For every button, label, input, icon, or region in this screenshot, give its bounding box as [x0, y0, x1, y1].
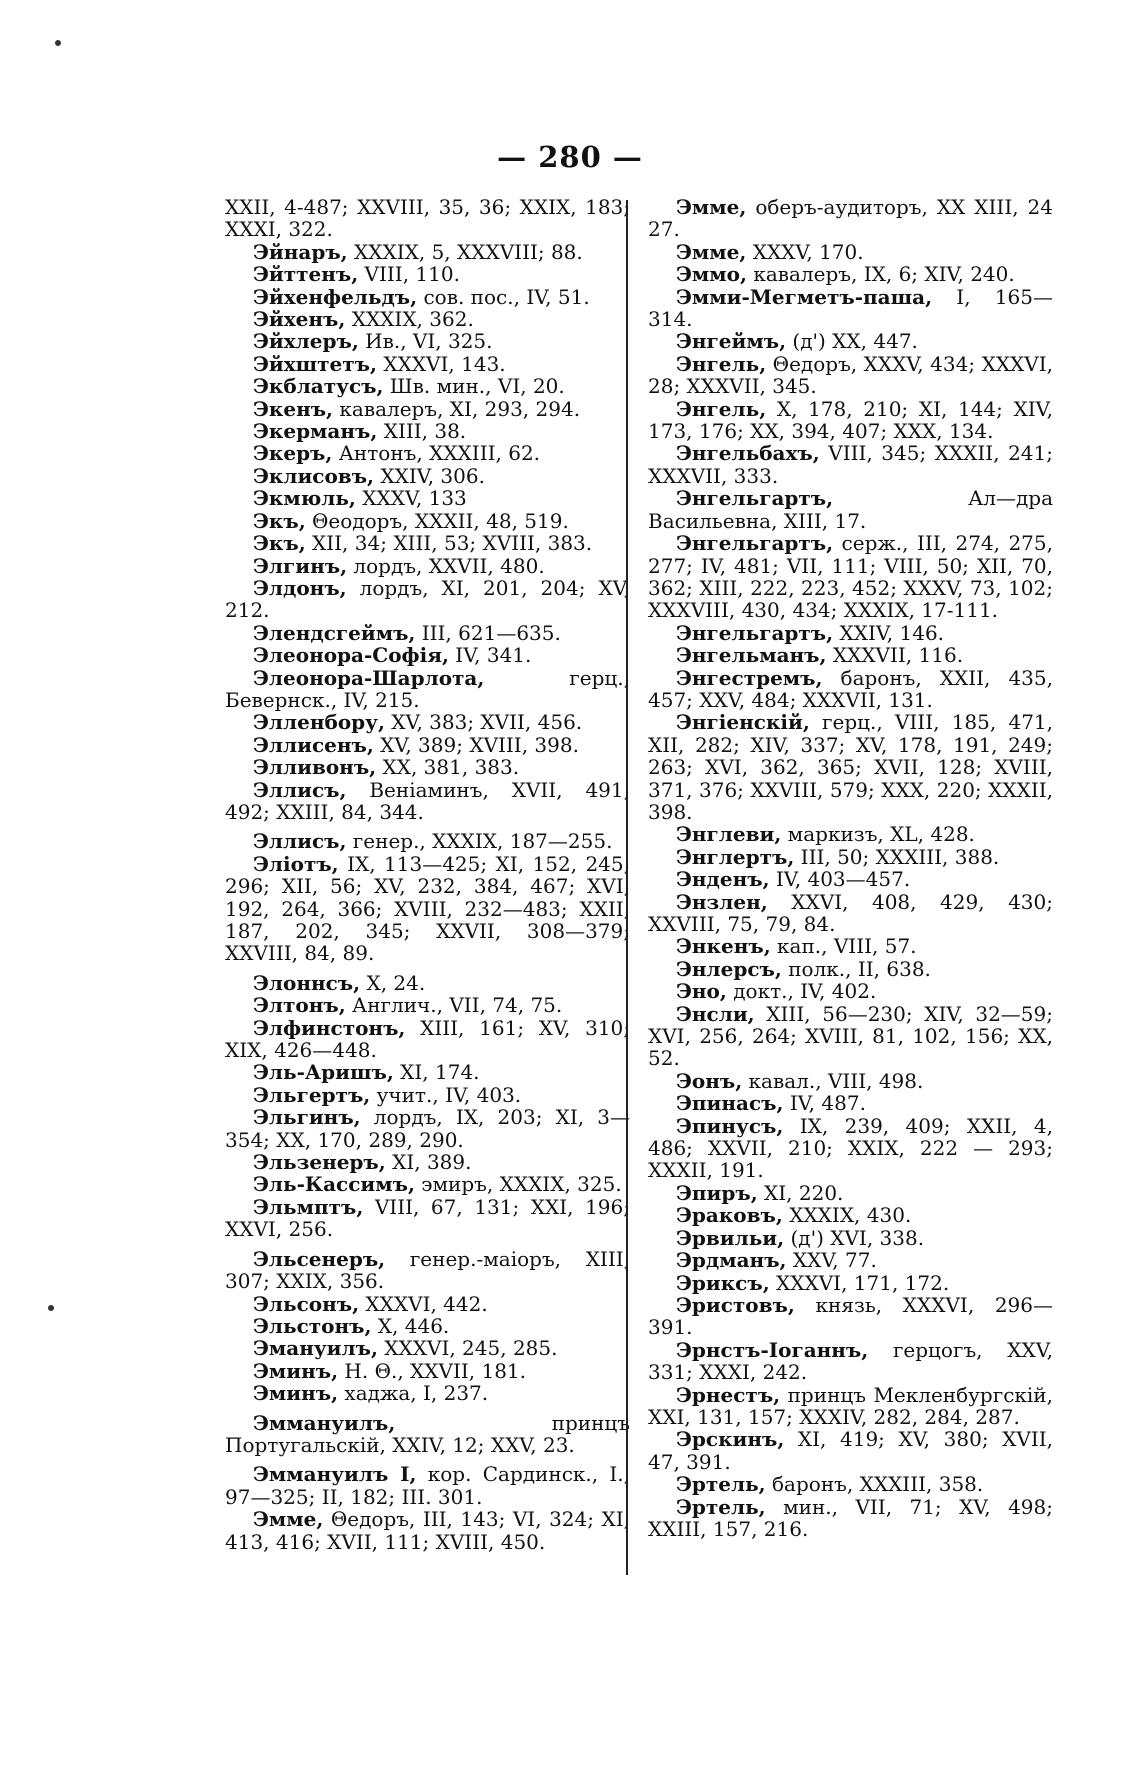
index-entry: [648, 1115, 1053, 1182]
entry-headword: Элтонъ,: [253, 993, 346, 1018]
index-entry: [225, 1315, 630, 1337]
entry-headword: Элфинстонъ,: [253, 1015, 406, 1040]
index-entry: [225, 853, 630, 965]
entry-headword: Энглеви,: [676, 822, 782, 847]
index-entry: [225, 1382, 630, 1404]
entry-headword: Эйнаръ,: [253, 239, 348, 264]
entry-references: (д') XVI, 338.: [784, 1225, 925, 1250]
entry-references: генер., XXXIX, 187—255.: [346, 829, 613, 854]
entry-headword: Экъ,: [253, 508, 306, 533]
entry-references: лордъ, IX, 203; XI, 3—354; XX, 170, 289, 290.: [225, 1105, 630, 1152]
entry-references: VIII, 345; XXXII, 241; XXXVII, 333.: [648, 441, 1053, 488]
entry-references: принцъ Мекленбургскій, XXI, 131, 157; XXXIV, 282, 284, 287.: [648, 1382, 1053, 1429]
index-entry: [225, 1412, 630, 1457]
index-entry: [648, 1272, 1053, 1294]
index-entry: [225, 330, 630, 352]
entry-headword: Эльсенеръ,: [253, 1246, 386, 1271]
entry-references: Θедоръ, XXXV, 434; XXXVI, 28; XXXVII, 345.: [648, 351, 1053, 399]
entry-headword: Эминъ,: [253, 1358, 339, 1383]
index-entry: [225, 555, 630, 577]
entry-headword: Эльзенеръ,: [253, 1150, 386, 1175]
entry-references: кор. Сардинск., I., 97—325; II, 182; III. 301.: [225, 1462, 630, 1509]
entry-headword: Эльстонъ,: [253, 1313, 372, 1338]
index-entry: [648, 1070, 1053, 1092]
entry-references: баронъ, XXXIII, 358.: [765, 1472, 984, 1497]
entry-headword: Эрнстъ-Іоганнъ,: [676, 1337, 869, 1362]
index-entry: [225, 442, 630, 464]
entry-references: III, 621—635.: [415, 620, 561, 645]
entry-headword: Эллисенъ,: [253, 732, 374, 757]
index-entry: [225, 420, 630, 442]
entry-references: X, 24.: [360, 970, 426, 995]
entry-headword: Эйттенъ,: [253, 262, 359, 287]
index-entry: [648, 1339, 1053, 1384]
entry-headword: Элдонъ,: [253, 575, 347, 600]
entry-headword: Энглертъ,: [676, 844, 795, 869]
index-entry: [648, 1496, 1053, 1541]
entry-headword: Эрскинъ,: [676, 1427, 785, 1452]
entry-references: герц., Бевернск., IV, 215.: [225, 665, 630, 712]
entry-references: маркизъ, XL, 428.: [781, 822, 975, 847]
entry-references: Θеодоръ, XXXII, 48, 519.: [305, 508, 569, 533]
index-entry: [225, 398, 630, 420]
index-entry: [225, 1248, 630, 1293]
entry-headword: Эммануилъ I,: [253, 1462, 417, 1487]
entry-headword: Энгельгартъ,: [676, 531, 834, 556]
entry-headword: Энгеймъ,: [676, 329, 787, 354]
entry-references: XX, 381, 383.: [376, 755, 520, 780]
index-entry: [648, 330, 1053, 352]
entry-references: полк., II, 638.: [781, 956, 931, 981]
entry-headword: Энденъ,: [676, 867, 770, 892]
entry-headword: Эль-Аришъ,: [253, 1060, 394, 1085]
entry-headword: Эртель,: [676, 1472, 766, 1497]
index-entry: [225, 577, 630, 622]
entry-headword: Эонъ,: [676, 1068, 743, 1093]
index-entry: [225, 622, 630, 644]
index-entry: [648, 1428, 1053, 1473]
index-entry: [648, 1182, 1053, 1204]
entry-headword: Энгельбахъ,: [676, 441, 820, 466]
entry-headword: Энгіенскій,: [676, 710, 810, 735]
entry-headword: Энкенъ,: [676, 934, 771, 959]
entry-references: I, 165—314.: [648, 284, 1053, 332]
index-entry: [648, 1473, 1053, 1495]
index-entry: [648, 398, 1053, 443]
index-entry: [648, 1249, 1053, 1271]
entry-headword: Эльсонъ,: [253, 1291, 360, 1316]
index-entry: [225, 734, 630, 756]
entry-references: XXXVI, 143.: [376, 351, 506, 376]
entry-headword: Эно,: [676, 979, 727, 1004]
entry-headword: Элоннсъ,: [253, 970, 361, 995]
index-entry: [648, 980, 1053, 1002]
entry-references: XXXIX, 430.: [782, 1203, 912, 1228]
margin-speck: [55, 40, 61, 46]
index-entry: [648, 958, 1053, 980]
entry-references: учит., IV, 403.: [370, 1082, 522, 1107]
entry-references: (д') XX, 447.: [786, 329, 918, 354]
entry-references: Θедоръ, III, 143; VI, 324; XI, 413, 416; XVII, 111; XVIII, 450.: [225, 1507, 630, 1554]
entry-headword: Эммо,: [676, 262, 747, 287]
entry-headword: Эль-Кассимъ,: [253, 1172, 415, 1197]
entry-headword: Элленбору,: [253, 710, 385, 735]
entry-headword: Эмми-Мегметъ-паша,: [676, 284, 933, 309]
entry-headword: Экеръ,: [253, 441, 333, 466]
entry-headword: Эйхенъ,: [253, 307, 346, 332]
index-entry: [648, 263, 1053, 285]
entry-headword: Эриксъ,: [676, 1270, 770, 1295]
entry-references: серж., III, 274, 275, 277; IV, 481; VII, 111; VIII, 50; XII, 70, 362; XIII, 222, 223, 452; XXXV, 73, 102; XXXVIII, 430, 434; XXXIX, 17-111.: [648, 531, 1053, 623]
entry-references: XIII, 161; XV, 310; XIX, 426—448.: [225, 1015, 630, 1063]
index-entry: [648, 442, 1053, 487]
index-entry: [225, 994, 630, 1016]
entry-references: принцъ Португальскій, XXIV, 12; XXV, 23.: [225, 1410, 630, 1457]
index-entry: [225, 465, 630, 487]
index-entry: [225, 830, 630, 852]
index-entry: [648, 667, 1053, 712]
entry-references: XV, 389; XVIII, 398.: [373, 732, 579, 757]
index-entry: [648, 711, 1053, 823]
entry-headword: Элеонора-Шарлота,: [253, 665, 485, 690]
entry-headword: Энсли,: [676, 1001, 755, 1026]
entry-headword: Эраковъ,: [676, 1203, 783, 1228]
entry-references: VIII, 110.: [358, 262, 460, 287]
entry-references: XIII, 56—230; XIV, 32—59; XVI, 256, 264; XVIII, 81, 102, 156; XX, 52.: [648, 1001, 1053, 1071]
entry-references: хаджа, I, 237.: [338, 1381, 489, 1406]
index-entry: [225, 779, 630, 824]
entry-references: князь, XXXVI, 296—391.: [648, 1292, 1053, 1340]
entry-references: баронъ, XXII, 435, 457; XXV, 484; XXXVII, 131.: [648, 665, 1053, 712]
entry-references: Англич., VII, 74, 75.: [345, 993, 563, 1018]
entry-headword: Эммануилъ,: [253, 1410, 396, 1435]
entry-references: XXXVII, 116.: [826, 643, 964, 668]
entry-references: XXXV, 170.: [746, 239, 864, 264]
index-entry: [225, 1017, 630, 1062]
entry-references: оберъ-аудиторъ, XX XIII, 24 27.: [648, 195, 1053, 242]
entry-headword: Экерманъ,: [253, 419, 378, 444]
entry-headword: Эйхлеръ,: [253, 329, 359, 354]
index-entry: [225, 487, 630, 509]
entry-headword: Эллисъ,: [253, 829, 347, 854]
entry-references: герц., VIII, 185, 471, XII, 282; XIV, 337; XV, 178, 191, 249; 263; XVI, 362, 365; XVII, 128; XVIII, 371, 376; XXVIII, 579; XXX, 220; XXXII, 398.: [648, 710, 1053, 824]
index-entry: [225, 241, 630, 263]
index-entry: [648, 846, 1053, 868]
entry-headword: Экенъ,: [253, 396, 334, 421]
entry-references: Шв. мин., VI, 20.: [383, 374, 565, 399]
entry-references: XI, 220.: [757, 1180, 844, 1205]
index-entry: [225, 1084, 630, 1106]
index-entry: [225, 1508, 630, 1553]
entry-headword: Эмме,: [676, 239, 747, 264]
entry-headword: Эмануилъ,: [253, 1336, 378, 1361]
index-entry: [225, 353, 630, 375]
entry-references: XXV, 77.: [786, 1248, 877, 1273]
entry-headword: Эльгинъ,: [253, 1105, 361, 1130]
page-number: — 280 —: [497, 140, 643, 174]
entry-references: IX, 239, 409; XXII, 4, 486; XXVII, 210; XXIX, 222 — 293; XXXII, 191.: [648, 1113, 1053, 1183]
index-entry: [225, 196, 630, 241]
entry-headword: Эллисъ,: [253, 777, 347, 802]
index-entry: [648, 1384, 1053, 1429]
entry-headword: Эрвильи,: [676, 1225, 785, 1250]
index-entry: [225, 375, 630, 397]
index-entry: [648, 196, 1053, 241]
entry-references: герцогъ, XXV, 331; XXXI, 242.: [648, 1337, 1053, 1385]
entry-references: IV, 403—457.: [769, 867, 911, 892]
index-entry: [648, 532, 1053, 622]
index-entry: [225, 532, 630, 554]
entry-headword: Элеонора-Софія,: [253, 643, 449, 668]
entry-references: XXXIX, 362.: [345, 307, 474, 332]
index-entry: [225, 510, 630, 532]
entry-references: кап., VIII, 57.: [770, 934, 917, 959]
index-entry: [648, 644, 1053, 666]
entry-references: XXVI, 408, 429, 430; XXVIII, 75, 79, 84.: [648, 889, 1053, 936]
entry-references: XII, 34; XIII, 53; XVIII, 383.: [305, 531, 593, 556]
entry-headword: Эристовъ,: [676, 1292, 795, 1317]
entry-references: XXXVI, 245, 285.: [377, 1336, 558, 1361]
entry-references: XXII, 4-487; XXVIII, 35, 36; XXIX, 183; XXXI, 322.: [225, 195, 630, 242]
index-entry: [225, 711, 630, 733]
entry-references: докт., IV, 402.: [726, 979, 877, 1004]
entry-headword: Эмме,: [253, 1507, 324, 1532]
index-column-left: [225, 196, 630, 1553]
entry-references: XXXVI, 442.: [359, 1291, 488, 1316]
entry-headword: Эминъ,: [253, 1381, 339, 1406]
entry-headword: Эпинусъ,: [676, 1113, 784, 1138]
index-entry: [225, 667, 630, 712]
entry-references: XXIV, 306.: [374, 463, 485, 488]
entry-references: XI, 389.: [385, 1150, 472, 1175]
index-entry: [648, 1294, 1053, 1339]
index-entry: [648, 935, 1053, 957]
index-entry: [648, 286, 1053, 331]
entry-headword: Эльмптъ,: [253, 1194, 364, 1219]
entry-references: XV, 383; XVII, 456.: [384, 710, 583, 735]
entry-references: Антонъ, XXXIII, 62.: [332, 441, 541, 466]
index-entry: [648, 622, 1053, 644]
index-entry: [225, 1106, 630, 1151]
entry-references: XI, 419; XV, 380; XVII, 47, 391.: [648, 1427, 1053, 1474]
entry-headword: Энгестремъ,: [676, 665, 823, 690]
index-entry: [648, 1227, 1053, 1249]
index-entry: [648, 1092, 1053, 1114]
entry-references: лордъ, XI, 201, 204; XV, 212.: [225, 575, 630, 623]
index-entry: [225, 286, 630, 308]
entry-references: Ал—дра Васильевна, XIII, 17.: [648, 486, 1053, 533]
column-divider: [626, 200, 628, 1575]
index-entry: [225, 1337, 630, 1359]
entry-headword: Элендсгеймъ,: [253, 620, 416, 645]
index-entry: [225, 1061, 630, 1083]
entry-references: сов. пос., IV, 51.: [417, 284, 590, 309]
entry-headword: Эпиръ,: [676, 1180, 758, 1205]
entry-references: Ив., VI, 325.: [358, 329, 493, 354]
entry-headword: Экъ,: [253, 531, 306, 556]
entry-headword: Энгель,: [676, 351, 767, 376]
entry-headword: Энгельгартъ,: [676, 620, 834, 645]
entry-references: IV, 341.: [448, 643, 532, 668]
entry-references: XXXV, 133: [355, 486, 467, 511]
entry-headword: Элливонъ,: [253, 755, 377, 780]
entry-headword: Эрнестъ,: [676, 1382, 781, 1407]
entry-headword: Эйхенфельдъ,: [253, 284, 418, 309]
entry-references: Н. Θ., XXVII, 181.: [338, 1358, 527, 1383]
entry-references: X, 446.: [371, 1313, 450, 1338]
entry-headword: Экмюль,: [253, 486, 356, 511]
entry-headword: Эртель,: [676, 1494, 766, 1519]
index-entry: [648, 1003, 1053, 1070]
entry-headword: Энгель,: [676, 396, 767, 421]
entry-headword: Эйхштетъ,: [253, 351, 377, 376]
index-entry: [225, 308, 630, 330]
entry-references: X, 178, 210; XI, 144; XIV, 173, 176; XX, 394, 407; XXX, 134.: [648, 396, 1053, 444]
index-entry: [225, 1293, 630, 1315]
entry-references: XXIV, 146.: [833, 620, 945, 645]
index-column-right: [648, 196, 1053, 1540]
entry-headword: Эмме,: [676, 195, 747, 219]
index-entry: [648, 891, 1053, 936]
index-entry: [648, 868, 1053, 890]
index-entry: [648, 1204, 1053, 1226]
entry-references: кавалеръ, IX, 6; XIV, 240.: [746, 262, 1015, 287]
index-entry: [225, 644, 630, 666]
index-entry: [648, 823, 1053, 845]
entry-headword: Эльгертъ,: [253, 1082, 371, 1107]
index-entry: [225, 1151, 630, 1173]
entry-references: XIII, 38.: [377, 419, 467, 444]
index-entry: [225, 263, 630, 285]
entry-references: XXXVI, 171, 172.: [769, 1270, 950, 1295]
entry-headword: Энгельгартъ,: [676, 486, 834, 511]
entry-headword: Энлерсъ,: [676, 956, 782, 981]
entry-references: XXXIX, 5, XXXVIII; 88.: [347, 239, 583, 264]
index-entry: [225, 756, 630, 778]
entry-references: кавалеръ, XI, 293, 294.: [333, 396, 581, 421]
entry-references: IX, 113—425; XI, 152, 245, 296; XII, 56; XV, 232, 384, 467; XVI, 192, 264, 366; XVIII, 232—483; XXII, 187, 202, 345; XXVII, 308—379; XXVIII, 84, 89.: [225, 851, 630, 966]
entry-headword: Энгельманъ,: [676, 643, 827, 668]
entry-headword: Эпинасъ,: [676, 1091, 784, 1116]
entry-headword: Эліотъ,: [253, 851, 339, 876]
entry-references: генер.-маіоръ, XIII, 307; XXIX, 356.: [225, 1246, 630, 1294]
index-entry: [225, 1463, 630, 1508]
index-entry: [648, 353, 1053, 398]
index-entry: [225, 972, 630, 994]
entry-references: кавал., VIII, 498.: [742, 1068, 924, 1093]
entry-headword: Экблатусъ,: [253, 374, 384, 399]
entry-references: лордъ, XXVII, 480.: [347, 553, 545, 578]
index-entry: [225, 1360, 630, 1382]
index-entry: [225, 1173, 630, 1195]
entry-headword: Энзлен,: [676, 889, 768, 914]
entry-headword: Эрдманъ,: [676, 1248, 787, 1273]
entry-references: эмиръ, XXXIX, 325.: [414, 1172, 622, 1197]
index-entry: [648, 487, 1053, 532]
index-entry: [225, 1196, 630, 1241]
entry-headword: Эклисовъ,: [253, 463, 375, 488]
entry-references: мин., VII, 71; XV, 498; XXIII, 157, 216.: [648, 1494, 1053, 1541]
entry-references: XI, 174.: [393, 1060, 480, 1085]
margin-speck: [48, 1305, 54, 1311]
entry-references: III, 50; XXXIII, 388.: [794, 844, 1000, 869]
entry-references: IV, 487.: [783, 1091, 866, 1116]
index-entry: [648, 241, 1053, 263]
entry-headword: Элгинъ,: [253, 553, 348, 578]
entry-references: Веніаминъ, XVII, 491, 492; XXIII, 84, 344.: [225, 777, 630, 824]
entry-references: VIII, 67, 131; XXI, 196; XXVI, 256.: [225, 1194, 630, 1242]
